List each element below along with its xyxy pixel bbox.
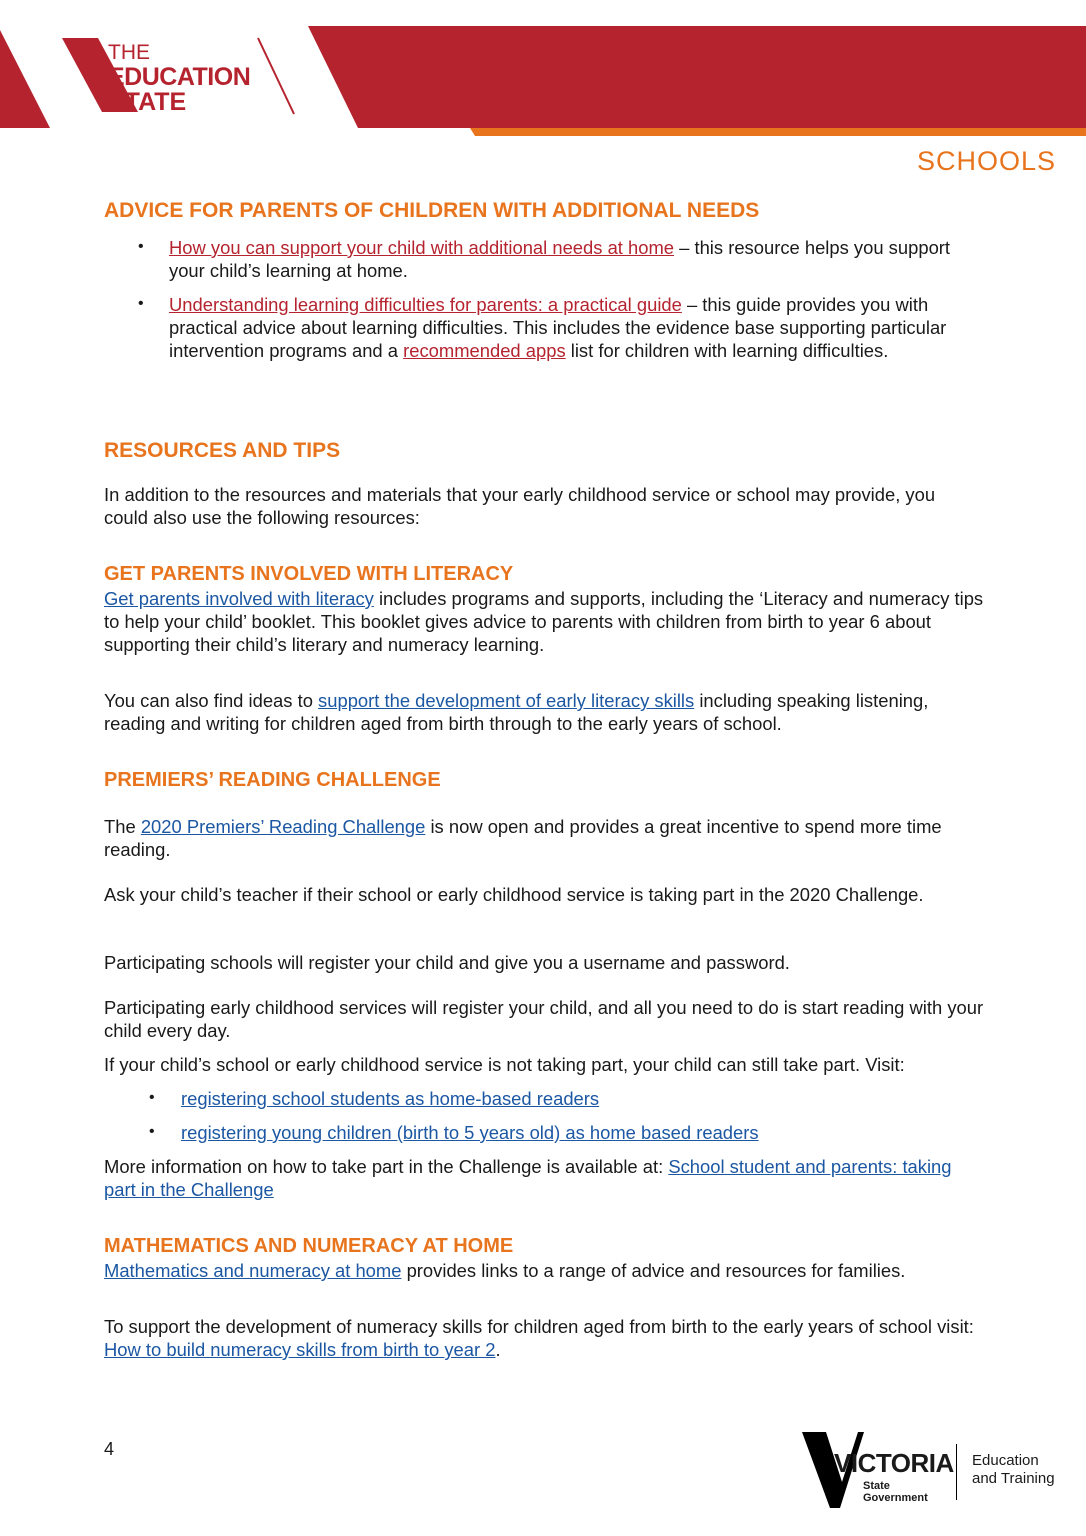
literacy-paragraph-1	[104, 587, 984, 656]
reading-paragraph-1	[104, 815, 984, 861]
page-number: 4	[104, 1439, 115, 1459]
bullet-icon: •	[138, 295, 144, 312]
schools-label: SCHOOLS	[916, 146, 1056, 176]
state-label: State	[863, 1480, 890, 1492]
victoria-wordmark: VICTORIA	[834, 1448, 954, 1478]
paragraph-text: You can also find ideas to	[104, 690, 319, 711]
reading-paragraph-6	[104, 1155, 984, 1201]
header-banner	[0, 0, 1086, 140]
education-state-logo	[108, 40, 250, 115]
resources-intro: In addition to the resources and materials that your early childhood service or school may provide, you could also use the following resources:	[104, 484, 936, 528]
link-home-based-readers-school[interactable]: registering school students as home-based readers	[181, 1088, 600, 1109]
paragraph-text: is now open and provides a great incentive to spend more time reading.	[104, 816, 942, 860]
maths-paragraph-2	[104, 1315, 984, 1361]
paragraph-text: including speaking listening, reading and writing for children aged from birth through to the early years of school.	[104, 690, 929, 734]
bullet-icon: •	[149, 1089, 155, 1106]
logo-line-2: EDUCATION	[108, 63, 251, 91]
paragraph-text: includes programs and supports, including the ‘Literacy and numeracy tips to help your child’ booklet. This booklet gives advice to parents with children from birth to year 6 about supporting their child’s literary and numeracy learning.	[104, 588, 984, 655]
link-premiers-reading-challenge[interactable]: 2020 Premiers’ Reading Challenge	[140, 816, 426, 837]
heading-literacy: GET PARENTS INVOLVED WITH LITERACY	[104, 563, 514, 585]
paragraph-text: To support the development of numeracy skills for children aged from birth to the early years of school visit:	[104, 1316, 974, 1337]
paragraph-text: provides links to a range of advice and resources for families.	[401, 1260, 906, 1281]
list-item-text: list for children with learning difficulties.	[565, 340, 889, 361]
paragraph-text: More information on how to take part in the Challenge is available at:	[104, 1156, 669, 1177]
link-early-literacy-skills[interactable]: support the development of early literacy skills	[318, 690, 695, 711]
link-numeracy-birth-year-2[interactable]: How to build numeracy skills from birth to year 2	[104, 1339, 496, 1360]
logo-line-1: THE	[108, 41, 150, 64]
link-taking-part-challenge[interactable]: School student and parents: taking part in the Challenge	[104, 1156, 952, 1200]
dept-line-1: Education	[972, 1452, 1039, 1469]
government-label: Government	[863, 1492, 928, 1504]
list-item-additional-needs-2	[169, 293, 979, 362]
dept-line-2: and Training	[972, 1470, 1055, 1487]
heading-additional-needs: ADVICE FOR PARENTS OF CHILDREN WITH ADDITIONAL NEEDS	[104, 199, 760, 222]
logo-divider	[956, 1444, 957, 1500]
paragraph-text: The	[104, 816, 141, 837]
link-get-parents-involved[interactable]: Get parents involved with literacy	[104, 588, 374, 609]
list-item-reading-1	[181, 1087, 991, 1110]
reading-paragraph-2: Ask your child’s teacher if their school or early childhood service is taking part in the 2020 Challenge.	[104, 884, 924, 905]
logo-line-3: STATE	[108, 88, 187, 116]
link-recommended-apps[interactable]: recommended apps	[403, 340, 566, 361]
paragraph-text: .	[495, 1339, 501, 1360]
list-item-additional-needs-1	[169, 236, 979, 282]
list-item-reading-2	[181, 1121, 991, 1144]
heading-maths: MATHEMATICS AND NUMERACY AT HOME	[104, 1235, 514, 1257]
heading-resources: RESOURCES AND TIPS	[104, 439, 341, 462]
bullet-icon: •	[149, 1123, 155, 1140]
bullet-icon: •	[138, 238, 144, 255]
victoria-government-logo	[800, 1430, 1070, 1510]
link-support-additional-needs[interactable]: How you can support your child with additional needs at home	[169, 237, 675, 258]
reading-paragraph-4: Participating early childhood services will register your child, and all you need to do is start reading with your child every day.	[104, 997, 984, 1041]
link-learning-difficulties-guide[interactable]: Understanding learning difficulties for parents: a practical guide	[169, 294, 682, 315]
list-item-text: – this resource helps you support your child’s learning at home.	[169, 237, 951, 281]
reading-paragraph-3: Participating schools will register your child and give you a username and password.	[104, 952, 790, 973]
link-home-based-readers-young[interactable]: registering young children (birth to 5 years old) as home based readers	[181, 1122, 759, 1143]
list-item-text: – this guide provides you with practical advice about learning difficulties. This includes the evidence base supporting particular intervention programs and a	[169, 294, 947, 361]
reading-paragraph-5: If your child’s school or early childhood service is not taking part, your child can still take part. Visit:	[104, 1054, 905, 1075]
literacy-paragraph-2	[104, 689, 984, 735]
maths-paragraph-1	[104, 1259, 984, 1282]
heading-reading-challenge: PREMIERS’ READING CHALLENGE	[104, 769, 441, 791]
link-maths-numeracy-home[interactable]: Mathematics and numeracy at home	[104, 1260, 402, 1281]
